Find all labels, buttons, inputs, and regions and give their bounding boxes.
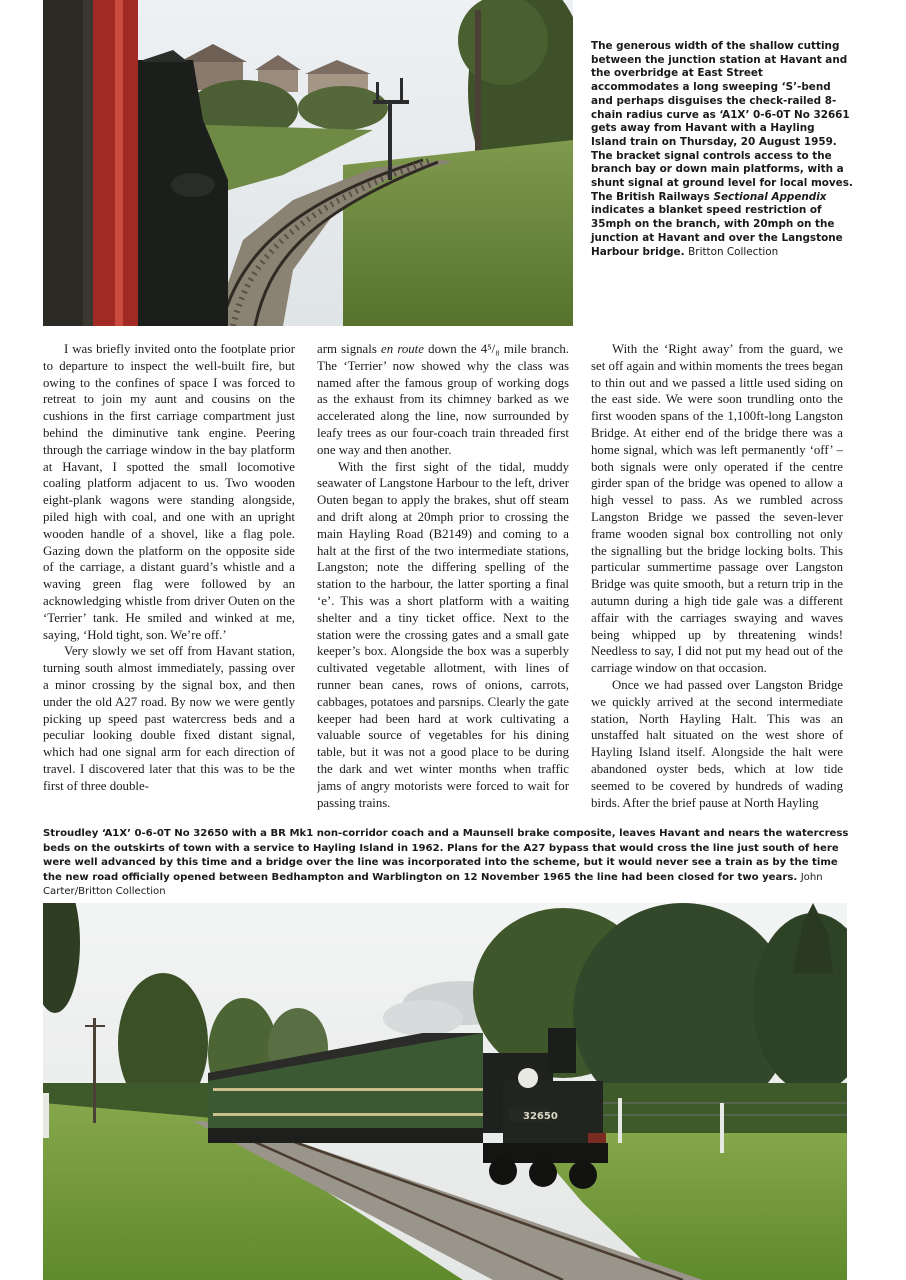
paragraph: I was briefly invited onto the footplate prior to departure to inspect the well-built fire, but owing to the confines of space I was forced to retreat to join my aunt and cousins on the cushions in the first carriage compartment just behind the diminutive tank engine. Peering through the carriage window in the bay platform at Havant, I spotted the small locomotive coaling platform adjacent to us. Two wooden eight-plank wagons were standing alongside, piled high with coal, and one with an upright wooden handle of a shovel, like a flag pole. Gazing down the platform on the opposite side of the carriage, a distant guard’s whistle and a waving green flag were followed by an acknowledging whistle from driver Outen on the ‘Terrier’ tank. He smiled and winked at me, saying, ‘Hold tight, son. We’re off.’: [43, 342, 295, 642]
paragraph: Very slowly we set off from Havant station, turning south almost immediately, passing over a minor crossing by the signal box, and then under the old A27 road. By now we were gently picking up speed past watercress beds and a peculiar looking double fixed distant signal, which had one signal arm for each direction of travel. I discovered later that this was to be the first of three double-: [43, 644, 295, 793]
top-photograph: [43, 0, 573, 326]
top-photo-caption: [591, 40, 853, 259]
caption-bottom-text: Stroudley ‘A1X’ 0-6-0T No 32650 with a BR Mk1 non-corridor coach and a Maunsell brake composite, leaves Havant and nears the watercress beds on the outskirts of town with a service to Hayling Island in 1962. Plans for the A27 bypass that would cross the line just south of here were well advanced by this time and a bridge over the line was incorporated into the scheme, but it would never see a train as by the time the new road officially opened between Bedhampton and Warblington on 12 November 1965 the line had been closed for two years.: [43, 828, 849, 883]
bottom-photograph: [43, 903, 847, 1280]
paragraph-text: arm signals: [317, 342, 377, 356]
caption-top-tail: indicates a blanket speed restriction of 35mph on the branch, with 20mph on the junction at Havant and over the Langstone Harbour bridge.: [591, 204, 843, 258]
bottom-photo-caption: [43, 827, 851, 900]
paragraph-text: down the 4⁵/₈ mile branch. The ‘Terrier’ now showed why the class was named after the famous group of working dogs as the exhaust from its chimney barked as we accelerated along the line, now surrounded by leafy trees as our four-coach train threaded first one way and then another.: [317, 342, 569, 457]
caption-bottom-credit: John Carter/Britton Collection: [43, 871, 823, 898]
paragraph: With the first sight of the tidal, muddy seawater of Langstone Harbour to the left, driver Outen began to apply the brakes, shut off steam and drift along at 20mph prior to crossing the main Hayling Road (B2149) and coming to a halt at the first of the two intermediate stations, Langston; note the differing spelling of the station to the harbour, the latter sporting a final ‘e’. This was a short platform with a waiting shelter and a tiny ticket office. Next to the station were the crossing gates and a small gate keeper’s box. Alongside the box was a superbly cultivated vegetable allotment, with lines of runner bean canes, rows of onions, carrots, cabbages, potatoes and parsnips. Clearly the gate keeper had been hard at work cultivating a valuable source of vegetables for his dining table, but it was not a good place to be during the dark and wet winter months when traffic jams of angry motorists were forced to wait for passing trains.: [317, 459, 569, 810]
caption-top-credit: Britton Collection: [688, 245, 779, 258]
paragraph: [317, 341, 569, 459]
caption-top-emphasis: Sectional Appendix: [713, 190, 827, 203]
caption-top-lead: The generous width of the shallow cutting between the junction station at Havant and the overbridge at East Street accommodates a long sweeping ‘S’-bend and perhaps disguises the check-railed 8-chain radius curve as ‘A1X’ 0-6-0T No 32661 gets away from Havant with a Hayling Island train on Thursday, 20 August 1959. The bracket signal controls access to the branch bay or down main platforms, with a shunt signal at ground level for local moves. The British Railways: [591, 40, 853, 203]
article-column-3: [591, 341, 843, 811]
paragraph: Once we had passed over Langston Bridge we quickly arrived at the second intermediate station, North Hayling Halt. This was an unstaffed halt situated on the west shore of Hayling Island itself. Alongside the halt were abandoned oyster beds, which at low tide seemed to be covered by hundreds of wading birds. After the brief pause at North Hayling: [591, 677, 843, 810]
loco-number-plate: 32650: [523, 1111, 558, 1122]
article-column-1: [43, 341, 295, 811]
paragraph-emphasis: en route: [381, 342, 424, 356]
article-column-2: [317, 341, 569, 811]
paragraph: With the ‘Right away’ from the guard, we set off again and within moments the trees began to thin out and we passed a little used siding on the east side. We were soon trundling onto the first wooden spans of the 1,100ft-long Langston Bridge. At either end of the bridge there was a home signal, which was left permanently ‘off’ – both signals were only operated if the centre girder span of the bridge was opened to allow a high vessel to pass. As we rumbled across Langston Bridge we passed the seven-lever frame wooden signal box controlling not only the signalling but the bridge locking bolts. This particular summertime passage over Langston Bridge was quite smooth, but a return trip in the autumn during a high tide gale was a different affair with the carriages swaying and waves being whipped up by threatening winds! Needless to say, I did not put my head out of the carriage window on that occasion.: [591, 342, 843, 676]
